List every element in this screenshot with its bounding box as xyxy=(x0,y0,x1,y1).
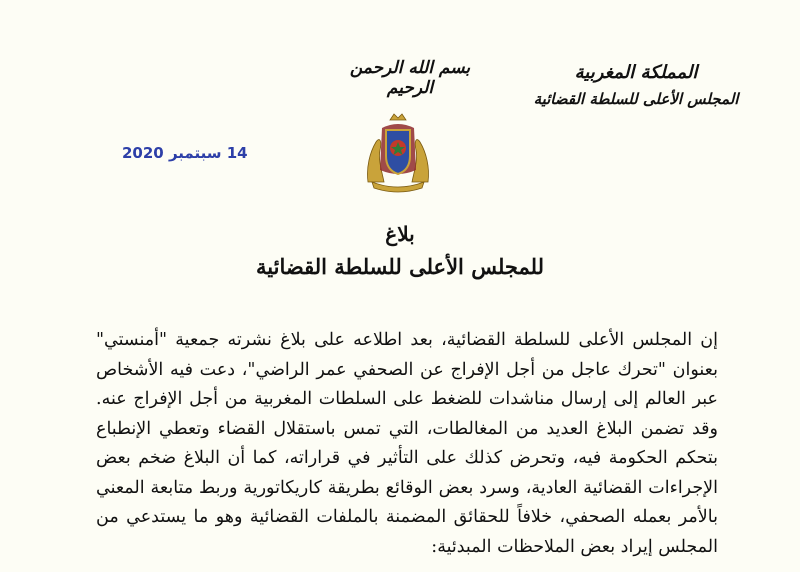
letterhead xyxy=(516,60,756,110)
council-name: المجلس الأعلى للسلطة القضائية xyxy=(533,90,739,108)
body-paragraph: إن المجلس الأعلى للسلطة القضائية، بعد اطلاعه على بلاغ نشرته جمعية "أمنستي" بعنوان "تحرك عاجل من أجل الإفراج عن الصحفي عمر الراضي"، دعت فيه الأشخاص عبر العالم إلى إرسال مناشدات للضغط على السلطات المغربية من أجل الإفراج عنه. وقد تضمن البلاغ العديد من المغالطات، التي تمس باستقلال القضاء وتعطي الإنطباع بتحكم الحكومة فيه، وتحرض كذلك على التأثير في قراراته، كما أن البلاغ ضخم بعض الإجراءات القضائية العادية، وسرد بعض الوقائع بطريقة كاريكاتورية وربط متابعة المعني بالأمر بعمله الصحفي، خلافاً للحقائق المضمنة بالملفات القضائية وهو ما يستدعي من المجلس إيراد بعض الملاحظات المبدئية: xyxy=(96,330,718,557)
document-body xyxy=(96,326,718,562)
document-title xyxy=(200,220,600,282)
coat-of-arms-icon xyxy=(362,112,434,194)
basmala: بسم الله الرحمن الرحيم xyxy=(349,58,471,98)
document-date: 14 سبتمبر 2020 xyxy=(122,144,248,162)
country-name: المملكة المغربية xyxy=(574,62,698,83)
title-council: للمجلس الأعلى للسلطة القضائية xyxy=(256,254,544,279)
title-statement: بلاغ xyxy=(385,222,415,246)
